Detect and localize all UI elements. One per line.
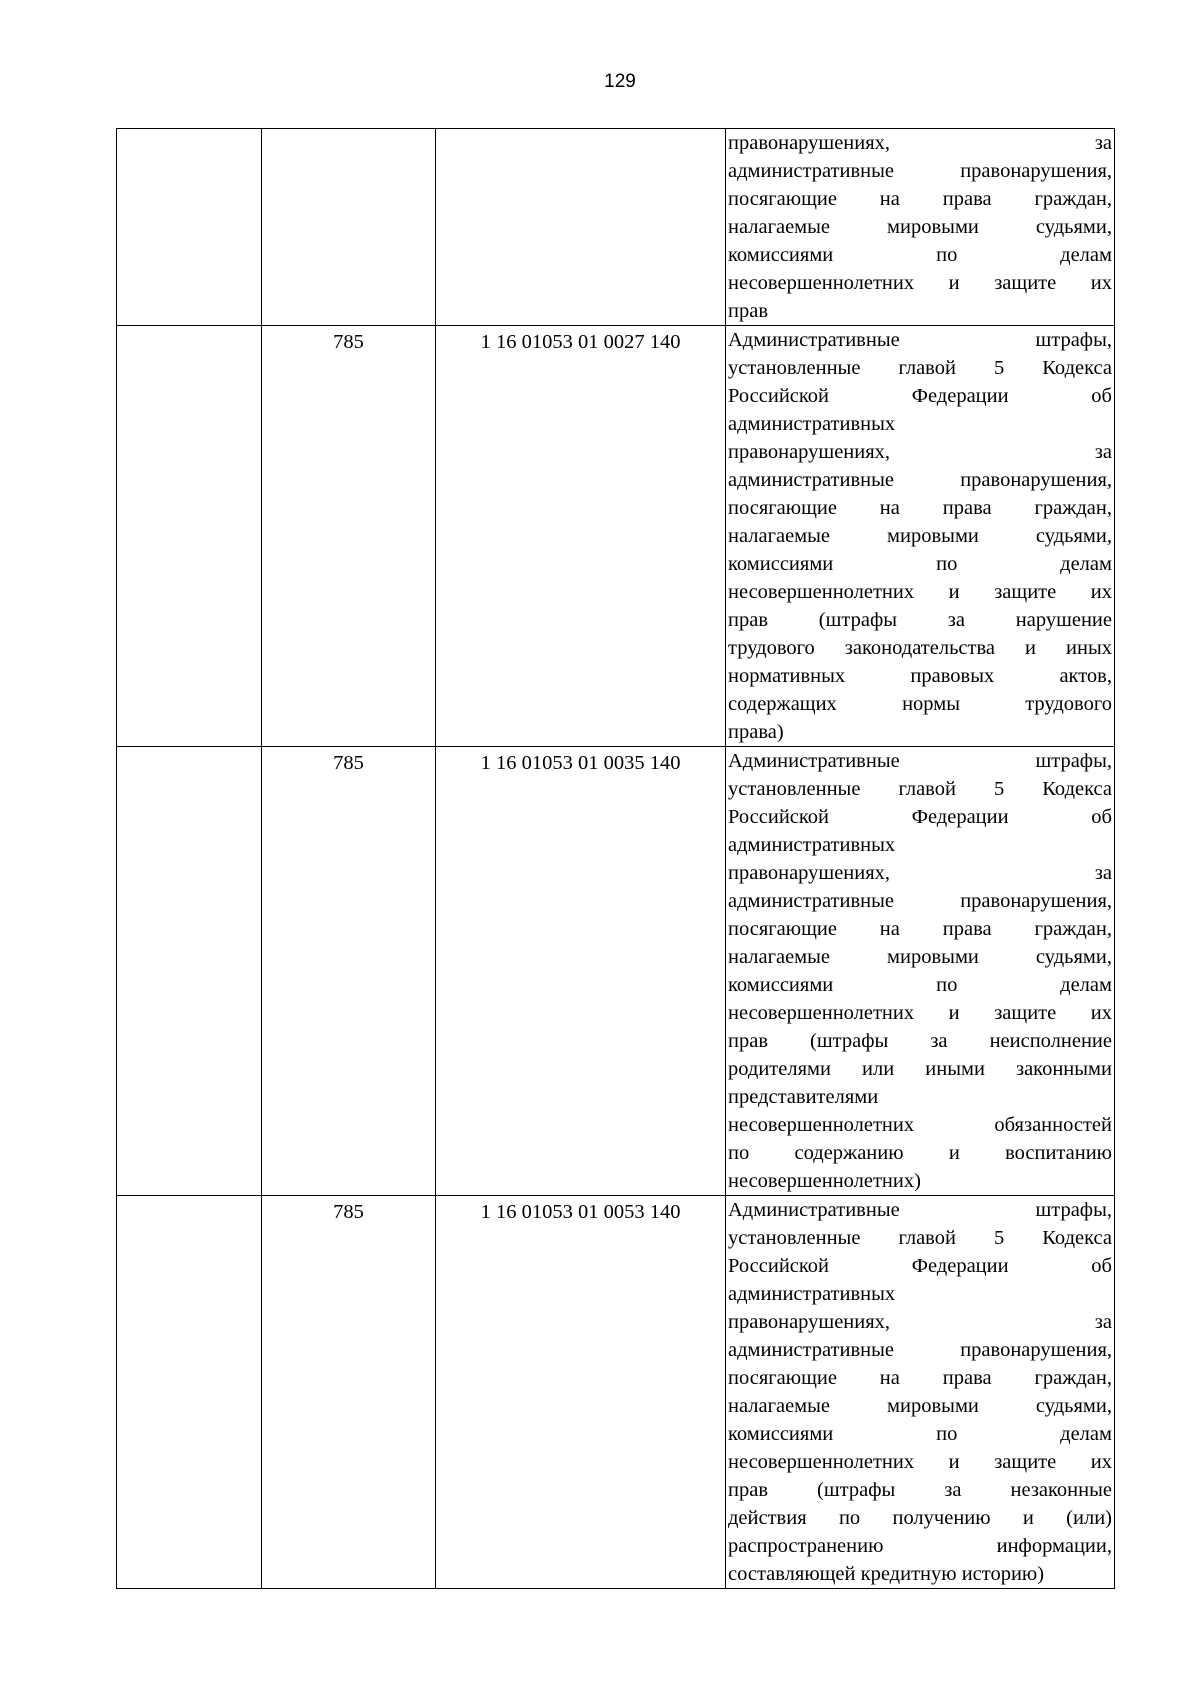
description-line: административные правонарушения,: [728, 890, 1112, 912]
description-line: нормативных правовых актов,: [728, 665, 1112, 687]
description-line: действия по получению и (или): [728, 1507, 1112, 1529]
budget-classification-code: 1 16 01053 01 0035 140: [480, 752, 681, 774]
description-line: посягающие на права граждан,: [728, 497, 1112, 519]
description-line: Административные штрафы,: [728, 750, 1112, 772]
description-line: посягающие на права граждан,: [728, 188, 1112, 210]
description-cell: [726, 1196, 1115, 1589]
description-line: административные правонарушения,: [728, 469, 1112, 491]
description-line: Российской Федерации об: [728, 385, 1112, 407]
description-line: установленные главой 5 Кодекса: [728, 1227, 1112, 1249]
budget-code-cell: [436, 326, 726, 747]
admin-code-cell: [262, 129, 436, 326]
row-number-cell: [117, 129, 262, 326]
description-line: Российской Федерации об: [728, 1255, 1112, 1277]
description-line: права): [728, 721, 784, 743]
description-line: правонарушениях, за: [728, 441, 1112, 463]
description-line: Российской Федерации об: [728, 806, 1112, 828]
table-row: [117, 326, 1115, 747]
description-line: содержащих нормы трудового: [728, 693, 1112, 715]
description-line: представителями: [728, 1086, 879, 1108]
description-line: посягающие на права граждан,: [728, 1367, 1112, 1389]
description-line: несовершеннолетних и защите их: [728, 1451, 1112, 1473]
description-line: посягающие на права граждан,: [728, 918, 1112, 940]
description-line: налагаемые мировыми судьями,: [728, 216, 1112, 238]
description-line: правонарушениях, за: [728, 1311, 1112, 1333]
description-line: несовершеннолетних и защите их: [728, 1002, 1112, 1024]
budget-classification-code: 1 16 01053 01 0053 140: [480, 1201, 681, 1223]
admin-code: 785: [333, 1201, 364, 1223]
description-line: распространению информации,: [728, 1535, 1112, 1557]
description-line: несовершеннолетних): [728, 1170, 921, 1192]
description-line: прав (штрафы за незаконные: [728, 1479, 1112, 1501]
description-line: комиссиями по делам: [728, 244, 1112, 266]
description-text: [726, 1196, 1114, 1588]
row-number-cell: [117, 747, 262, 1196]
description-line: несовершеннолетних обязанностей: [728, 1114, 1112, 1136]
description-line: административные правонарушения,: [728, 1339, 1112, 1361]
description-line: несовершеннолетних и защите их: [728, 581, 1112, 603]
description-line: прав: [728, 300, 768, 322]
description-line: административных: [728, 834, 896, 856]
description-line: административные правонарушения,: [728, 160, 1112, 182]
admin-code-cell: [262, 326, 436, 747]
description-line: комиссиями по делам: [728, 1423, 1112, 1445]
description-line: налагаемые мировыми судьями,: [728, 946, 1112, 968]
description-line: установленные главой 5 Кодекса: [728, 778, 1112, 800]
description-line: составляющей кредитную историю): [728, 1563, 1045, 1585]
description-line: прав (штрафы за неисполнение: [728, 1030, 1112, 1052]
description-line: трудового законодательства и иных: [728, 637, 1112, 659]
budget-classification-code: [436, 129, 725, 131]
admin-code: 785: [333, 331, 364, 353]
table-row: [117, 1196, 1115, 1589]
description-text: [726, 326, 1114, 746]
description-line: административных: [728, 1283, 896, 1305]
budget-classification-code: 1 16 01053 01 0027 140: [480, 331, 681, 353]
row-number-cell: [117, 326, 262, 747]
description-line: комиссиями по делам: [728, 974, 1112, 996]
description-line: административных: [728, 413, 896, 435]
table-row: [117, 129, 1115, 326]
description-line: несовершеннолетних и защите их: [728, 272, 1112, 294]
admin-code-cell: [262, 1196, 436, 1589]
admin-code: 785: [333, 752, 364, 774]
description-line: налагаемые мировыми судьями,: [728, 525, 1112, 547]
budget-code-cell: [436, 129, 726, 326]
description-line: прав (штрафы за нарушение: [728, 609, 1112, 631]
description-cell: [726, 747, 1115, 1196]
description-line: комиссиями по делам: [728, 553, 1112, 575]
description-line: налагаемые мировыми судьями,: [728, 1395, 1112, 1417]
description-line: по содержанию и воспитанию: [728, 1142, 1112, 1164]
table-row: [117, 747, 1115, 1196]
description-cell: [726, 326, 1115, 747]
admin-code-cell: [262, 747, 436, 1196]
description-line: Административные штрафы,: [728, 329, 1112, 351]
description-text: [726, 129, 1114, 325]
admin-code: [262, 129, 435, 131]
description-cell: [726, 129, 1115, 326]
budget-code-cell: [436, 1196, 726, 1589]
description-line: правонарушениях, за: [728, 132, 1112, 154]
description-line: родителями или иными законными: [728, 1058, 1112, 1080]
description-line: установленные главой 5 Кодекса: [728, 357, 1112, 379]
budget-code-table: [116, 128, 1115, 1589]
description-line: Административные штрафы,: [728, 1199, 1112, 1221]
row-number-cell: [117, 1196, 262, 1589]
description-line: правонарушениях, за: [728, 862, 1112, 884]
page-number: 129: [604, 71, 636, 92]
budget-code-cell: [436, 747, 726, 1196]
description-text: [726, 747, 1114, 1195]
table-body: [117, 129, 1115, 1589]
